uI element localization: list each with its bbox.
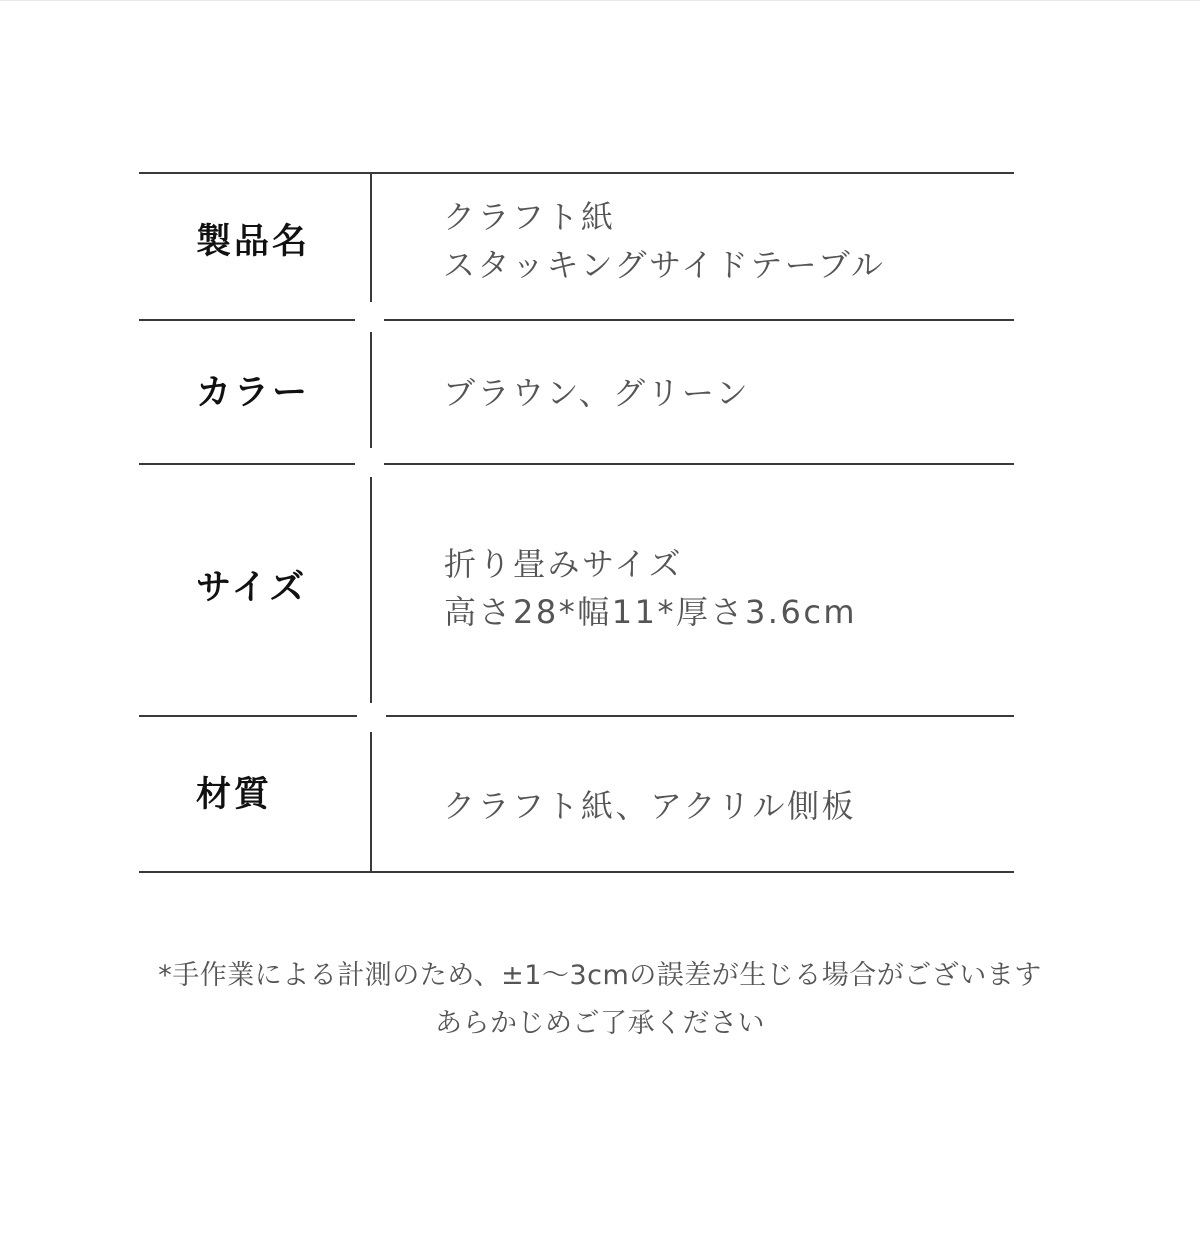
column-divider <box>370 332 372 448</box>
row-divider <box>386 715 1014 717</box>
row-divider <box>384 463 1014 465</box>
note-line: *手作業による計測のため、±1〜3cmの誤差が生じる場合がございます <box>158 960 1042 991</box>
label-size: サイズ <box>196 568 308 608</box>
row-divider <box>384 319 1014 321</box>
top-border <box>0 0 1200 1</box>
label-color: カラー <box>196 373 311 413</box>
value-size <box>444 540 857 636</box>
value-line: クラフト紙 <box>443 198 616 236</box>
value-line: 高さ28*幅11*厚さ3.6cm <box>444 593 858 631</box>
value-line: 折り畳みサイズ <box>444 545 683 583</box>
measurement-note <box>0 952 1200 1048</box>
label-material: 材質 <box>196 775 273 815</box>
label-product-name: 製品名 <box>196 222 311 262</box>
value-material <box>443 782 856 830</box>
table-top-rule <box>139 172 1014 174</box>
value-line: ブラウン、グリーン <box>443 374 751 412</box>
column-divider <box>370 477 372 703</box>
note-line: あらかじめご了承ください <box>435 1008 765 1039</box>
row-divider <box>139 463 355 465</box>
value-color <box>443 369 750 417</box>
value-product-name <box>443 193 885 289</box>
column-divider <box>370 732 372 873</box>
row-divider <box>139 319 355 321</box>
value-line: クラフト紙、アクリル側板 <box>443 787 857 825</box>
row-divider <box>139 715 357 717</box>
column-divider <box>370 174 372 302</box>
value-line: スタッキングサイドテーブル <box>443 246 886 284</box>
table-bottom-rule <box>139 871 1014 873</box>
